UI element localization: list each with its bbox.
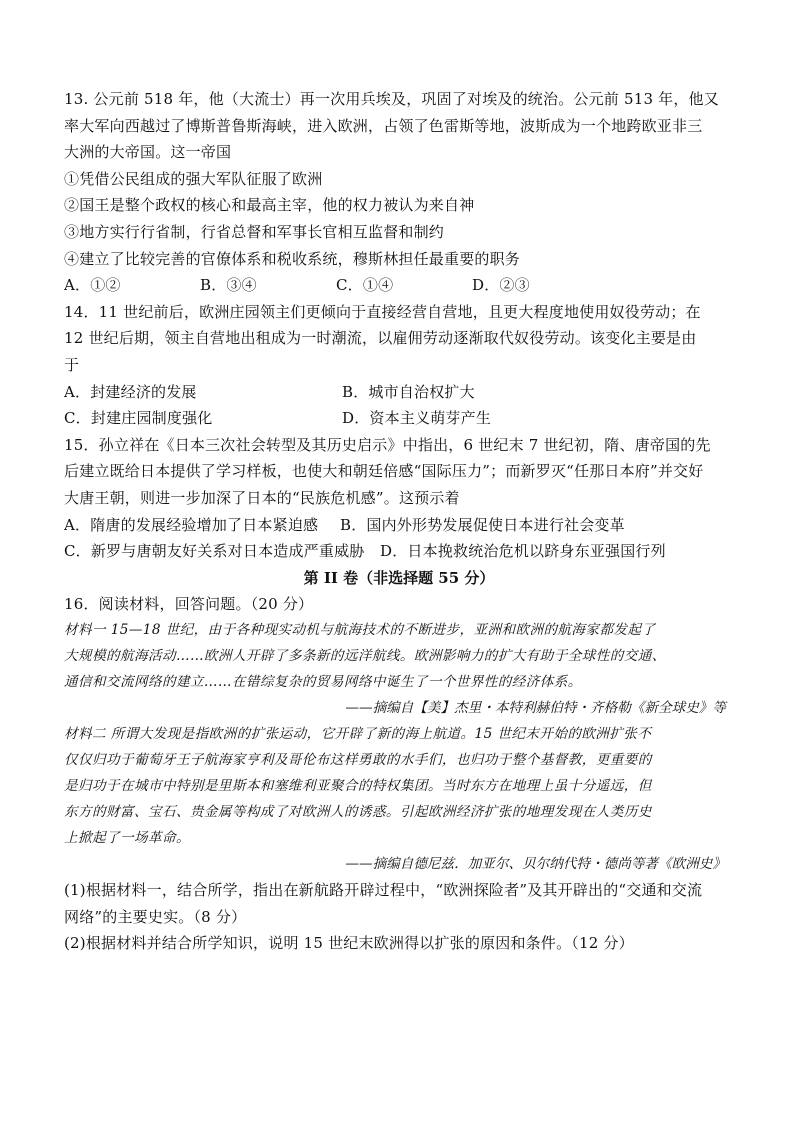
material-1-line: 通信和交流网络的建立……在错综复杂的贸易网络中诞生了一个世界性的经济体系。 — [64, 674, 582, 691]
material-2-source: ——摘编自德尼兹．加亚尔、贝尔纳代特・德尚等著《欧洲史》 — [345, 856, 726, 873]
q15-options-row-2 — [64, 538, 734, 565]
q15-option-d: D．日本挽救统治危机以跻身东亚强国行列 — [380, 542, 666, 561]
q16-sub-question-1: 网络”的主要史实。（8 分） — [64, 907, 247, 926]
q14-options-row-1 — [64, 379, 734, 406]
q15-option-b: B．国内外形势发展促使日本进行社会变革 — [340, 515, 625, 534]
question-15 — [64, 432, 734, 565]
material-2 — [64, 721, 734, 877]
q13-options — [64, 272, 734, 299]
q14-stem-line: 12 世纪后期，领主自营地出租成为一时潮流，以雇佣劳动逐渐取代奴役劳动。该变化主要是由 — [64, 329, 697, 348]
q13-item: ①凭借公民组成的强大军队征服了欧洲 — [64, 169, 323, 188]
material-1-line: 材料一 15—18 世纪，由于各种现实动机与航海技术的不断进步，亚洲和欧洲的航海家都发起了 — [64, 622, 656, 639]
q13-option-b: B．③④ — [200, 276, 257, 295]
q15-stem-line: 后建立既给日本提供了学习样板，也使大和朝廷倍感“国际压力”；而新罗灭“任那日本府”并交好 — [64, 462, 704, 481]
question-13 — [64, 86, 734, 299]
material-2-line: 上掀起了一场革命。 — [64, 830, 190, 847]
material-2-line: 东方的财富、宝石、贵金属等构成了对欧洲人的诱惑。引起欧洲经济扩张的地理发现在人类历史 — [64, 804, 652, 821]
material-1-line: 大规模的航海活动……欧洲人开辟了多条新的远洋航线。欧洲影响力的扩大有助于全球性的交通、 — [64, 648, 666, 665]
q14-stem-line: 14．11 世纪前后，欧洲庄园领主们更倾向于直接经营自营地，且更大程度地使用奴役劳动；在 — [64, 302, 701, 321]
q15-stem-line: 大唐王朝，则进一步加深了日本的“民族危机感”。这预示着 — [64, 488, 460, 507]
q15-stem-line: 15．孙立祥在《日本三次社会转型及其历史启示》中指出，6 世纪末 7 世纪初，隋、唐帝国的先 — [64, 435, 711, 454]
q14-option-a: A．封建经济的发展 — [64, 382, 197, 401]
material-1-source: ——摘编自【美】杰里・本特利赫伯特・齐格勒《新全球史》等 — [345, 700, 726, 717]
q13-stem-line: 率大军向西越过了博斯普鲁斯海峡，进入欧洲，占领了色雷斯等地，波斯成为一个地跨欧亚非三 — [64, 116, 703, 135]
q13-option-a: A．①② — [64, 276, 121, 295]
q16-sub-question-2: (2)根据材料并结合所学知识，说明 15 世纪末欧洲得以扩张的原因和条件。（12 分） — [64, 934, 634, 953]
q14-stem-line: 于 — [64, 355, 80, 374]
q14-option-b: B．城市自治权扩大 — [342, 382, 475, 401]
material-2-line: 仅仅归功于葡萄牙王子航海家亨利及哥伦布这样勇敢的水手们，也归功于整个基督教，更重要的 — [64, 752, 652, 769]
question-14 — [64, 299, 734, 432]
q15-option-a: A．隋唐的发展经验增加了日本紧迫感 — [64, 515, 319, 534]
q13-option-c: C．①④ — [336, 276, 394, 295]
section-2-title: 第 II 卷（非选择题 55 分） — [303, 568, 495, 587]
q13-option-d: D．②③ — [472, 276, 530, 295]
exam-page — [64, 86, 734, 957]
material-2-line: 材料二 所谓大发现是指欧洲的扩张运动，它开辟了新的海上航道。15 世纪末开始的欧洲扩张不 — [64, 726, 652, 743]
q14-option-c: C．封建庄园制度强化 — [64, 409, 213, 428]
question-16 — [64, 591, 734, 957]
material-2-line: 是归功于在城市中特别是里斯本和塞维利亚聚合的特权集团。当时东方在地理上虽十分遥远，但 — [64, 778, 652, 795]
material-1 — [64, 617, 734, 721]
q16-sub-question-1: (1)根据材料一，结合所学，指出在新航路开辟过程中，“欧洲探险者”及其开辟出的“交通和交流 — [64, 881, 703, 900]
q15-option-c: C．新罗与唐朝友好关系对日本造成严重威胁 — [64, 542, 365, 561]
q13-item: ②国王是整个政权的核心和最高主宰，他的权力被认为来自神 — [64, 196, 475, 215]
q15-options-row-1 — [64, 512, 734, 539]
q13-item: ④建立了比较完善的官僚体系和税收系统，穆斯林担任最重要的职务 — [64, 249, 521, 268]
q13-stem-line: 13. 公元前 518 年，他（大流士）再一次用兵埃及，巩固了对埃及的统治。公元前 513 年，他又 — [64, 90, 719, 108]
q13-item: ③地方实行行省制，行省总督和军事长官相互监督和制约 — [64, 222, 445, 241]
q16-stem: 16．阅读材料，回答问题。（20 分） — [64, 594, 314, 613]
q13-stem-line: 大洲的大帝国。这一帝国 — [64, 143, 232, 162]
q14-option-d: D．资本主义萌芽产生 — [342, 409, 492, 428]
q14-options-row-2 — [64, 405, 734, 432]
